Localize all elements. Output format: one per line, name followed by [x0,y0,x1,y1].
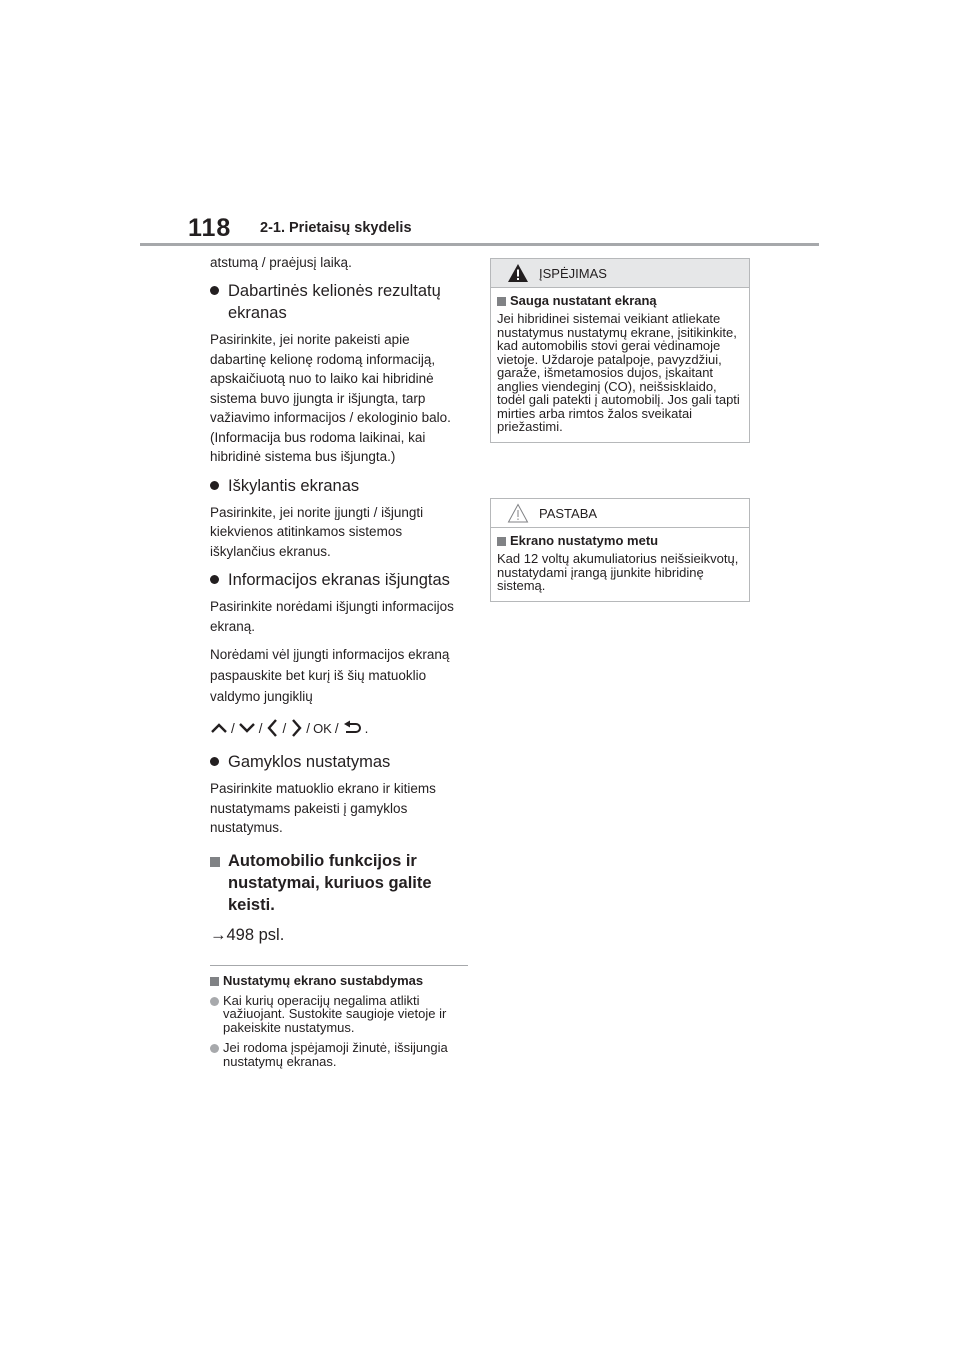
chevron-right-icon [289,717,303,739]
note-heading-text: Nustatymų ekrano sustabdymas [223,972,424,988]
info-off-text-1: Pasirinkite norėdami išjungti informacijos ekraną. [210,599,454,634]
warning-subheading [497,293,743,308]
info-off-text-2: Norėdami vėl įjungti informacijos ekraną paspauskite bet kurį iš šių matuoklio valdymo jungiklių [210,647,450,704]
trip-results-text: Pasirinkite, jei norite pakeisti apie dabartinę kelionę rodomą informaciją, apskaičiuotą nuo to laiko kai hibridinė sistema buvo įjungta ir išjungta, tarp važiavimo informacijos / ekologinio balo. (Informacija bus rodoma laikinai, kai hibridinė sistema bus išjungta.) [210,332,451,464]
square-bullet-icon [497,297,506,306]
chevron-down-icon [238,721,256,735]
bullet-dot-icon [210,757,219,766]
square-bullet-icon [210,977,219,986]
separator: / [231,720,235,736]
note-box-body [491,528,749,601]
note-box-header [491,499,749,528]
popup-heading [210,475,468,497]
note-item-text: Kai kurių operacijų negalima atlikti važiuojant. Sustokite saugioje vietoje ir pakeiskite nustatymus. [223,992,447,1035]
note-item [210,1041,468,1068]
features-heading [210,850,468,916]
header-rule [140,243,819,246]
factory-heading [210,751,468,773]
back-icon [342,720,362,736]
section-title: 2-1. Prietaisų skydelis [260,220,412,236]
popup-heading-text: Iškylantis ekranas [228,476,360,495]
trip-results-heading-text: Dabartinės kelionės rezultatų ekranas [228,282,441,322]
square-bullet-icon [497,537,506,546]
warning-box [490,258,750,443]
features-heading-text: Automobilio funkcijos ir nustatymai, kuriuos galite keisti. [228,851,432,914]
warning-title: ĮSPĖJIMAS [539,265,607,281]
bullet-dot-icon [210,1044,219,1053]
page-number: 118 [188,214,232,242]
ok-label: OK [313,720,332,736]
bullet-dot-icon [210,575,219,584]
chevron-up-icon [210,721,228,735]
note-item-text: Jei rodoma įspėjamoji žinutė, išsijungia nustatymų ekranas. [223,1040,448,1069]
period: . [364,720,369,736]
factory-heading-text: Gamyklos nustatymas [228,753,391,771]
bullet-dot-icon [210,997,219,1006]
factory-text: Pasirinkite matuoklio ekrano ir kitiems nustatymams pakeisti į gamyklos nustatymus. [210,781,436,835]
popup-text: Pasirinkite, jei norite įjungti / išjungti kiekvienos atitinkamos sistemos iškylančius ekranus. [210,504,424,559]
intro-text: atstumą / praėjusį laiką. [210,255,352,270]
separator: / [334,720,339,736]
separator: / [306,720,311,736]
note-title: PASTABA [539,505,598,521]
separator: / [258,720,263,736]
warning-text: Jei hibridinei sistemai veikiant atliekate nustatymus nustatymų ekrane, įsitikinkite, kad automobilis stovi gerai vėdinamoje vietoje. Uždaroje patalpoje, pavyzdžiui, garaže, išmetamosios dujos, įskaitant anglies viendeginį (CO), neišsisklaido, todėl gali patekti į automobilį. Jos gali tapti mirties arba rimtos žalos sveikatai priežastimi. [497,311,740,434]
warning-box-body [491,288,749,442]
note-subheading-text: Ekrano nustatymo metu [510,533,659,548]
switch-icons-line [210,715,468,741]
separator: / [282,720,287,736]
trip-results-heading [210,280,468,324]
caution-triangle-icon [507,503,529,523]
bullet-dot-icon [210,286,219,295]
bullet-dot-icon [210,481,219,490]
page-reference: →498 psl. [210,925,285,944]
square-bullet-icon [210,857,220,867]
note-divider [210,965,468,966]
warning-subheading-text: Sauga nustatant ekraną [510,293,657,308]
note-heading [210,973,468,988]
note-text: Kad 12 voltų akumuliatorius neišsieikvotų, nustatydami įrangą įjunkite hibridinę sistemą. [497,551,739,593]
main-column [210,255,468,1075]
warning-box-header [491,259,749,288]
chevron-left-icon [266,717,280,739]
note-subheading [497,533,743,548]
info-off-heading [210,569,468,591]
note-box [490,498,750,602]
warning-triangle-icon [507,263,529,283]
note-item [210,994,468,1035]
info-off-heading-text: Informacijos ekranas išjungtas [228,571,450,589]
